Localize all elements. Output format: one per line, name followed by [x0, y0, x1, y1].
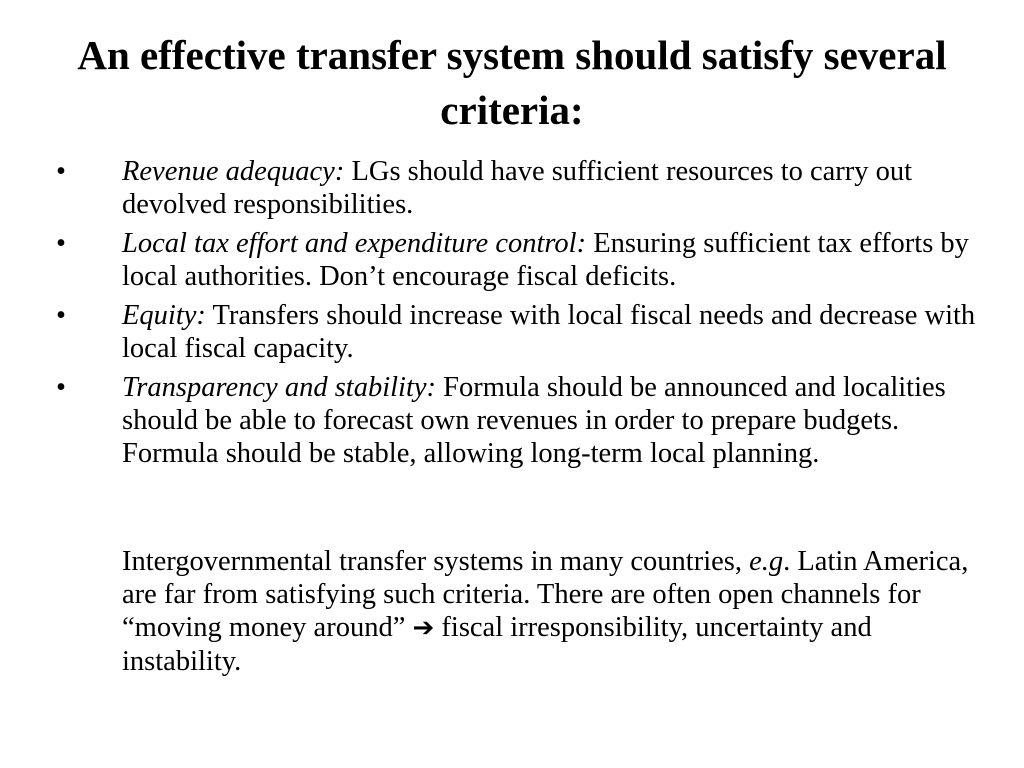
closing-eg: e.g — [749, 546, 784, 577]
criterion-text: LGs should have sufficient resources to carry out devolved responsibilities. — [122, 156, 913, 220]
criterion-text: Formula should be announced and localities should be able to forecast own revenues in order to prepare budgets. Formula should be stable, allowing long-term local planning. — [122, 372, 946, 469]
criterion-term: Equity: — [122, 300, 206, 331]
closing-text: . Latin America, are far from satisfying such criteria. There are often open channels for “moving money around” — [122, 546, 969, 643]
criterion-text: Transfers should increase with local fiscal needs and decrease with local fiscal capacity. — [122, 300, 976, 364]
right-arrow-icon: ➔ — [412, 613, 435, 643]
slide-title: An effective transfer system should satisfy several criteria: — [77, 32, 947, 133]
criterion-text: Ensuring sufficient tax efforts by local authorities. Don’t encourage fiscal deficits. — [122, 228, 969, 292]
criterion-term: Revenue adequacy: — [122, 156, 345, 187]
closing-paragraph — [122, 545, 992, 678]
criteria-list — [0, 155, 1024, 476]
bullet-icon: • — [56, 156, 66, 187]
closing-text: fiscal irresponsibility, uncertainty and instability. — [122, 612, 872, 677]
bullet-icon: • — [56, 372, 66, 403]
criterion-term: Transparency and stability: — [122, 372, 437, 403]
closing-text: Intergovernmental transfer systems in many countries, — [122, 546, 750, 577]
bullet-icon: • — [56, 300, 66, 331]
criterion-local-tax-effort — [0, 227, 992, 293]
criterion-term: Local tax effort and expenditure control: — [122, 228, 587, 259]
criterion-transparency-stability — [0, 371, 992, 470]
criterion-revenue-adequacy — [0, 155, 992, 221]
criterion-equity — [0, 299, 992, 365]
bullet-icon: • — [56, 228, 66, 259]
